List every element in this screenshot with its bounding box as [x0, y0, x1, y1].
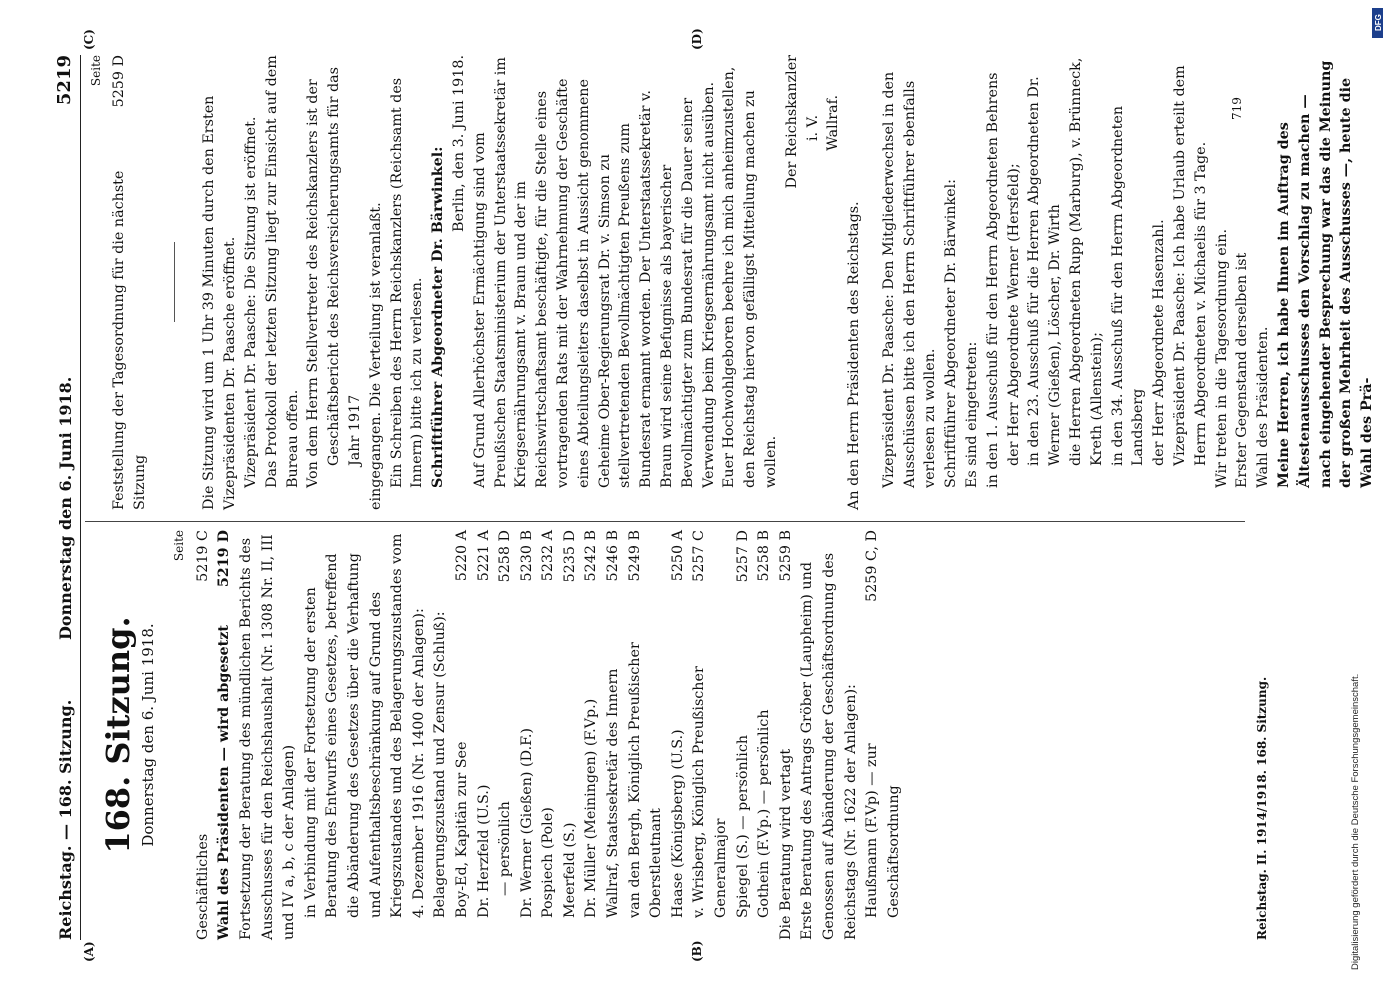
toc-entry: Haase (Königsberg) (U.S.) 5250 A — [669, 530, 686, 918]
paragraph: in den 1. Ausschuß für den Herrn Abgeordneten Behrens — [984, 72, 1001, 488]
page-header — [52, 55, 81, 940]
margin-mark-c: (C) — [82, 29, 96, 50]
signature-number: 719 — [1230, 97, 1244, 120]
digitization-note: Digitalisierung gefördert durch die Deutsche Forschungsgemeinschaft. — [1350, 673, 1361, 970]
toc-entry: Wahl des Präsidenten — wird abgesetzt 5219 D — [216, 530, 233, 940]
paragraph: in den 34. Ausschuß für den Herrn Abgeordneten Landsberg — [1109, 105, 1147, 466]
paragraph: Vizepräsident Dr. Paasche: Ich habe Urlaub erteilt dem Herrn Abgeordneten v. Michaelis für 3 Tage. — [1172, 65, 1209, 466]
paragraph: Ein Schreiben des Herrn Reichskanzlers (Reichsamt des Innern) bitte ich zu verlesen. — [388, 77, 426, 488]
toc-entry: Belagerungszustand und Zensur (Schluß): — [432, 611, 449, 918]
toc-entry: Boy-Ed, Kapitän zur See 5220 A — [453, 530, 470, 918]
paragraph: in den 23. Ausschuß für die Herren Abgeordneten Dr. Werner (Gießen), Löscher, Dr. Wirth — [1026, 76, 1064, 466]
paragraph: Vizepräsident Dr. Paasche: Die Sitzung ist eröffnet. — [242, 116, 259, 488]
toc-entry: Dr. Müller (Meiningen) (F.Vp.) 5242 B — [583, 530, 600, 918]
paragraph: Vizepräsident Dr. Paasche: Den Mitgliederwechsel in den Ausschüssen bitte ich den Herrn Schriftführer ebenfalls verlesen zu wollen. — [880, 71, 939, 488]
toc-entry: Meerfeld (S.) 5235 D — [561, 530, 578, 918]
right-column — [86, 55, 1378, 510]
toc-entry: Gothein (F.Vp.) — persönlich 5258 B — [756, 530, 773, 918]
toc-entry: v. Wrisberg, Königlich Preußischer Generalmajor 5257 C — [691, 530, 730, 918]
paragraph: Geschäftsbericht des Reichsversicherungsamts für das Jahr 1917 — [326, 67, 363, 466]
seite-label-left: Seite — [172, 530, 187, 562]
paragraph: Meine Herren, ich habe Ihnen im Auftrag des Ältestenausschusses den Vorschlag zu machen — nach eingehender Besprechung war das die Meinung der großen Mehrheit des Ausschusses —, heute die Wahl des Prä- — [1276, 60, 1376, 488]
session-title: 168. Sitzung. — [99, 616, 137, 854]
column-divider — [85, 521, 1245, 522]
session-date: Donnerstag den 6. Juni 1918. — [138, 623, 157, 847]
margin-mark-a: (A) — [82, 941, 96, 962]
paragraph: Es sind eingetreten: — [964, 341, 981, 488]
left-column — [86, 530, 905, 940]
toc-entry: in Verbindung mit der Fortsetzung der ersten Beratung des Entwurfs eines Gesetzes, betreffend die Abänderung des Gesetzes über die Verhaftung und Aufenthaltsbeschränkung auf Grund des Kriegszustandes und des Belagerungszustandes vom 4. Dezember 1916 (Nr. 1400 der Anlagen): — [302, 533, 427, 918]
paragraph: Wahl des Präsidenten. — [1255, 326, 1272, 488]
header-left: Reichstag. — 168. Sitzung. — [56, 699, 75, 940]
paragraph: Von dem Herrn Stellvertreter des Reichskanzlers ist der — [305, 79, 322, 488]
toc-entry: Wallraf, Staatssekretär des Innern 5246 B — [605, 530, 622, 918]
dfg-logo: DFG — [1372, 8, 1383, 38]
toc-entry: Pospiech (Pole) 5232 A — [540, 530, 557, 918]
paragraph: der Herr Abgeordnete Werner (Hersfeld); — [1005, 163, 1022, 466]
paragraph: An den Herrn Präsidenten des Reichstags. — [846, 201, 863, 510]
toc-entry: — persönlich 5258 D — [497, 530, 514, 896]
seite-label-right: Seite — [89, 55, 103, 87]
toc-entry: Erste Beratung des Antrags Gröber (Laupheim) und Genossen auf Abänderung der Geschäftsordnung des Reichstags (Nr. 1622 der Anlagen): — [799, 552, 859, 940]
paragraph: Schriftführer Abgeordneter Dr. Bärwinkel: — [943, 179, 960, 488]
toc-entry: Haußmann (F.Vp) — zur Geschäftsordnung 5259 C, D — [864, 530, 902, 918]
toc-entry: Fortsetzung der Beratung des mündlichen Berichts des Ausschusses für den Reichshaushalt (Nr. 1308 Nr. II, III und IV a, b, c der Anlagen) — [237, 534, 298, 940]
section-rule — [174, 243, 175, 323]
margin-mark-b: (B) — [690, 940, 704, 962]
toc-entry: Geschäftliches 5219 C — [194, 530, 211, 940]
paragraph: Der Reichskanzler — [783, 55, 800, 189]
paragraph: der Herr Abgeordnete Hasenzahl. — [1151, 219, 1168, 466]
toc-entry: van den Bergh, Königlich Preußischer Oberstleutnant 5249 B — [626, 530, 665, 918]
paragraph: Die Sitzung wird um 1 Uhr 39 Minuten durch den Ersten Vizepräsidenten Dr. Paasche eröffnet. — [201, 95, 239, 510]
toc-entry: Spiegel (S.) — persönlich 5257 D — [734, 530, 751, 918]
toc-entry: Dr. Herzfeld (U.S.) 5221 A — [475, 530, 492, 918]
paragraph: eingegangen. Die Verteilung ist veranlaßt. — [367, 202, 384, 510]
paragraph: Euer Hochwohlgeboren beehre ich mich anheimzustellen, den Reichstag hiervon gefälligst Mitteilung machen zu wollen. — [721, 66, 779, 488]
margin-mark-d: (D) — [690, 28, 704, 50]
toc-entry: Die Beratung wird vertagt 5259 B — [777, 530, 794, 940]
paragraph: die Herren Abgeordneten Rupp (Marburg), v. Brünneck, Kreth (Allenstein); — [1068, 57, 1105, 466]
paragraph: Erster Gegenstand derselben ist — [1234, 252, 1251, 488]
paragraph: Auf Grund Allerhöchster Ermächtigung sind vom Preußischen Staatsministerium der Unterstaatssekretär im Kriegsernährungsamt v. Braun und der im Reichswirtschaftsamt beschäftigte, für die Stelle eines vortragenden Rats mit der Wahrnehmung der Geschäfte eines Abteilungsleiters daselbst in Aussicht genommene Geheime Ober-Regierungsrat Dr. v. Simson zu stellvertretenden Bevollmächtigten Preußens zum Bundesrat ernannt worden. Der Unterstaatssekretär v. Braun wird seine Befugnisse als bayerischer Bevollmächtigter zum Bundesrat für die Dauer seiner Verwendung beim Kriegsernährungsamt nicht ausüben. — [471, 57, 717, 488]
page-number: 5219 — [54, 55, 75, 106]
header-center: Donnerstag den 6. Juni 1918. — [56, 376, 75, 640]
paragraph: Wir treten in die Tagesordnung ein. — [1213, 228, 1230, 488]
paragraph: Wallraf. — [825, 95, 842, 151]
page-footer: Reichstag. II. 1914/1918. 168. Sitzung. — [1255, 676, 1269, 940]
paragraph: Berlin, den 3. Juni 1918. — [450, 55, 467, 232]
paragraph: i. V. — [804, 115, 821, 142]
toc-entry: Dr. Werner (Gießen) (D.F.) 5230 B — [518, 530, 535, 918]
paragraph: Schriftführer Abgeordneter Dr. Bärwinkel: — [430, 146, 447, 488]
toc-entry: Feststellung der Tagesordnung für die nächste Sitzung 5259 D — [110, 55, 148, 510]
paragraph: Das Protokoll der letzten Sitzung liegt zur Einsicht auf dem Bureau offen. — [263, 55, 301, 488]
